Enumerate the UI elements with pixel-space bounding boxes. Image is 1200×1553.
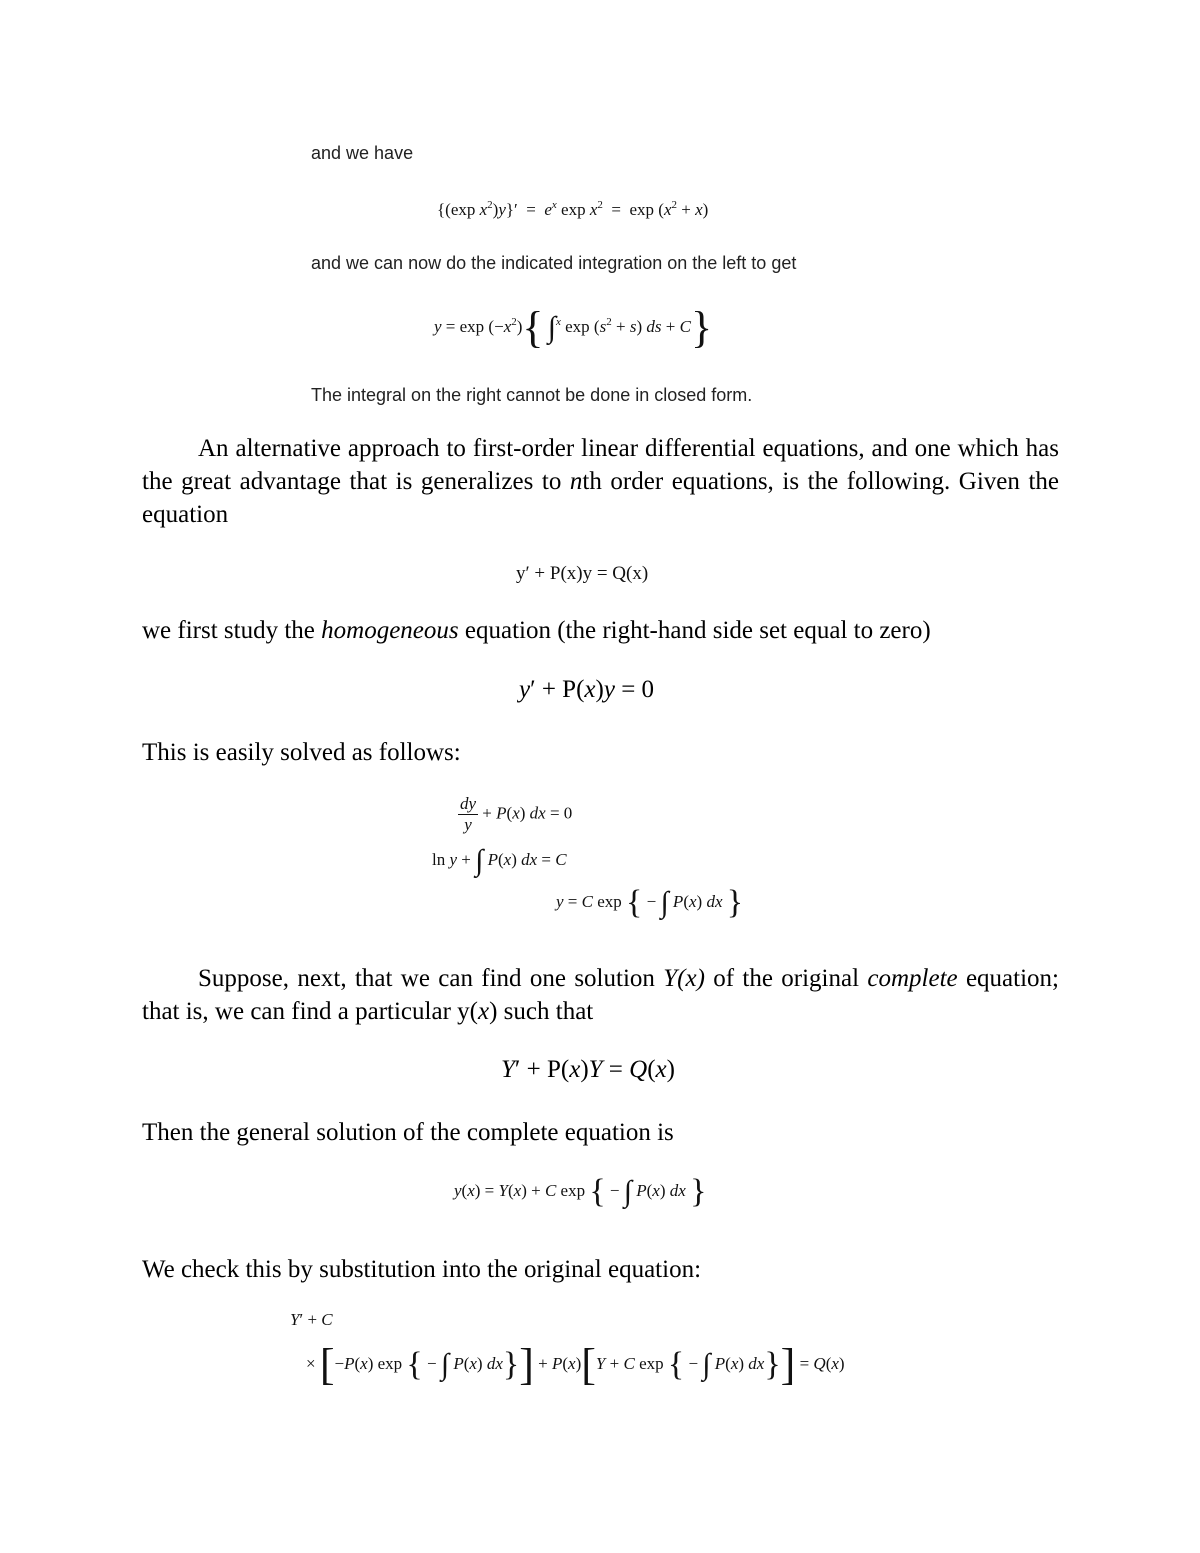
text-and-we-have: and we have — [311, 143, 414, 163]
equation-5a: $\frac{dy}{y}$ + P(x) dx = 0 — [460, 794, 573, 834]
paragraph-suppose-next: Suppose, next, that we can find one solution Y(x) of the original complete equation; that is, we can find a particular y(x) such that — [142, 965, 1059, 1025]
equation-9b: × [−P(x) exp { − ∫ P(x) dx}] + P(x)[Y + C exp { − ∫ P(x) dx}] = Q(x) — [306, 1340, 845, 1389]
equation-5c: y = C exp { − ∫ P(x) dx } — [556, 884, 744, 921]
equation-2: $y = \exp (-x^2)${ ∫$^x$ $\exp (s^2 + s)$ ds + C} — [434, 303, 713, 352]
paragraph-alternative-approach: An alternative approach to first-order linear differential equations, and one which has the great advantage that is generalizes to nth order equations, is the following. Given the equation — [142, 435, 1060, 528]
equation-9a: Y′ + C — [290, 1310, 333, 1329]
equation-8: y(x) = Y(x) + C exp { − ∫ P(x) dx } — [454, 1173, 707, 1210]
equation-3: y′ + P(x)y = Q(x) — [516, 563, 649, 584]
paragraph-homogeneous: we first study the homogeneous equation (the right-hand side set equal to zero) — [142, 617, 931, 644]
equation-4: y′ + P(x)y = 0 — [519, 676, 655, 703]
paragraph-general-solution: Then the general solution of the complete equation is — [142, 1119, 674, 1146]
equation-1: {(exp $x^2)y\}' = e^x$ $\exp x^2 = \exp (x^2 + x)$ — [437, 199, 709, 219]
paragraph-check-substitution: We check this by substitution into the original equation: — [142, 1256, 702, 1283]
equation-5b: ln y + ∫ P(x) dx = C — [432, 844, 567, 877]
text-can-now: and we can now do the indicated integration on the left to get — [311, 253, 797, 273]
equation-7: Y′ + P(x)Y = Q(x) — [501, 1056, 675, 1083]
paragraph-easily-solved: This is easily solved as follows: — [142, 739, 461, 766]
text-closed-form: The integral on the right cannot be done in closed form. — [311, 385, 753, 405]
